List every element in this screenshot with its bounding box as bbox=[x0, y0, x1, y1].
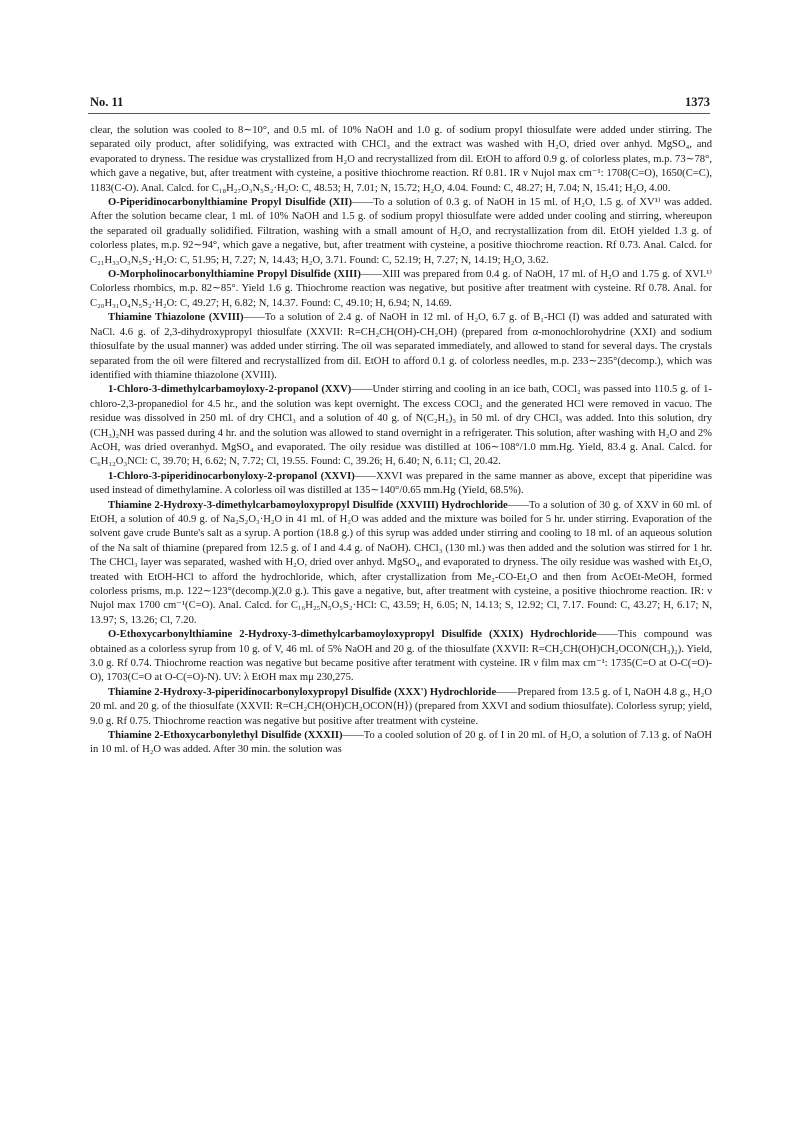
page-number: 1373 bbox=[685, 95, 710, 109]
paragraph-compound-xxxii bbox=[90, 729, 712, 758]
paragraph-compound-xxvi bbox=[90, 470, 712, 499]
paragraph-compound-xxix bbox=[90, 628, 712, 686]
paragraph-compound-xxv bbox=[90, 383, 712, 469]
paragraph-text: ——Prepared from 13.5 g. of I, NaOH 4.8 g., H₂O 20 ml. and 20 g. of the thiosulfate (XXVII: R=CH₂CH(OH)CH₂OCON⟨H⟩) (prepared from XXVI and sodium thiosulfate). Colorless syrup; yield, 9.0 g. Rf 0.75. Thiochrome reaction was negative but positive after treatment with cysteine. bbox=[90, 686, 712, 727]
compound-heading: O-Piperidinocarbonylthiamine Propyl Disulfide (XII) bbox=[108, 197, 353, 209]
paragraph-text: ——XXVI was prepared in the same manner as above, except that piperidine was used instead of dimethylamine. A colorless oil was distilled at 135∼140°/0.65 mm.Hg (Yield, 68.5%). bbox=[90, 470, 712, 497]
compound-heading: Thiamine 2-Ethoxycarbonylethyl Disulfide (XXXII) bbox=[108, 730, 343, 742]
paragraph-text: ——To a solution of 0.3 g. of NaOH in 15 ml. of H₂O, 1.5 g. of XV¹⁾ was added. After the solution became clear, 1 ml. of 10% NaOH and 1.5 g. of sodium propyl thiosulfate were added under cooling and stirring, whereupon the separated oil gradually solidified. Filtration, washing with a small amount of H₂O, and recrystallization from dil. EtOH yielded 1.3 g. of colorless plates, m.p. 92∼94°, which gave a negative, but, after treatment with cysteine, a positive thiochrome reaction. Rf 0.73. Anal. Calcd. for C₂₁H₃₃O₃N₅S₂·H₂O: C, 51.95; H, 7.27; N, 14.43; H₂O, 3.71. Found: C, 52.19; H, 7.27; N, 14.19; H₂O, 3.62. bbox=[90, 197, 712, 266]
compound-heading: O-Morpholinocarbonylthiamine Propyl Disulfide (XIII) bbox=[108, 269, 361, 281]
paragraph-text: ——This compound was obtained as a colorless syrup from 10 g. of V, 46 ml. of 5% NaOH and 20 g. of the thiosulfate (XXVII: R=CH₂CH(OH)CH₂OCON(CH₃)₂). Yield, 3.0 g. Rf 0.74. Thiochrome reaction was negative but became positive after teratment with cysteine. IR ν film max cm⁻¹: 1735(C=O at O-C(=O)-O), 1703(C=O at O-C(=O)-N). UV: λ EtOH max mμ 230,275. bbox=[90, 629, 712, 684]
compound-heading: O-Ethoxycarbonylthiamine 2-Hydroxy-3-dimethylcarbamoyloxypropyl Disulfide (XXIX) Hydrochloride bbox=[108, 629, 597, 641]
paragraph-text: ——To a solution of 30 g. of XXV in 60 ml. of EtOH, a solution of 40.9 g. of Na₂S₂O₃·H₂O in 41 ml. of H₂O was added and the mixture was boiled for 5 hr. under stirring. Evaporation of the solvent gave crude Bunte's salt as a syrup. A portion (18.8 g.) of this syrup was added under stirring and cooling to 18 ml. of an aqueous solution of the Na salt of thiamine (prepared from 12.5 g. of I and 4.4 g. of NaOH). CHCl₃ (130 ml.) was then added and the solution was stirred for 1 hr. The CHCl₃ layer was separated, washed with H₂O, dried over anhyd. MgSO₄, and evaporated to dryness. The oily residue was washed with Et₂O, treated with EtOH-HCl to afford the hydrochloride, which, after crystallization from Me₂-CO-Et₂O and then from AcOEt-MeOH, formed colorless prisms, m.p. 122∼123°(decomp.)(2.0 g.). This gave a negative, but, after treatment with cysteine, a positive thiochrome reaction. IR: ν Nujol max 1700 cm⁻¹(C=O). Anal. Calcd. for C₁₆H₂₅N₅O₅S₂·HCl: C, 43.59; H, 6.05; N, 14.13; S, 12.92; Cl, 7.17. Found: C, 43.27; H, 6.17; N, 13.97; S, 13.26; Cl, 7.20. bbox=[90, 499, 712, 626]
paragraph-compound-xiii bbox=[90, 268, 712, 311]
article-body bbox=[90, 124, 712, 758]
paragraph-text: ——XIII was prepared from 0.4 g. of NaOH, 17 ml. of H₂O and 1.75 g. of XVI.¹⁾ Colorless rhombics, m.p. 82∼85°. Yield 1.6 g. Thiochrome reaction was negative, but positive after treatment with cysteine. Rf 0.78. Anal. for C₂₀H₃₁O₄N₅S₂·H₂O: C, 49.27; H, 6.82; N, 14.37. Found: C, 49.10; H, 6.94; N, 14.69. bbox=[90, 269, 712, 309]
paragraph-text: ——To a cooled solution of 20 g. of I in 20 ml. of H₂O, a solution of 7.13 g. of NaOH in 10 ml. of H₂O was added. After 30 min. the solution was bbox=[90, 730, 712, 756]
paragraph-compound-xii bbox=[90, 196, 712, 268]
compound-heading: Thiamine 2-Hydroxy-3-piperidinocarbonyloxypropyl Disulfide (XXX') Hydrochloride bbox=[108, 686, 497, 698]
paragraph-compound-xviii bbox=[90, 311, 712, 383]
compound-heading: 1-Chloro-3-dimethylcarbamoyloxy-2-propanol (XXV) bbox=[108, 384, 352, 396]
compound-heading: 1-Chloro-3-piperidinocarbonyloxy-2-propanol (XXVI) bbox=[108, 470, 355, 482]
compound-heading: Thiamine Thiazolone (XVIII) bbox=[108, 312, 244, 324]
journal-issue: No. 11 bbox=[90, 95, 124, 109]
paragraph-text: ——Under stirring and cooling in an ice bath, COCl₂ was passed into 110.5 g. of 1-chloro-2,3-propanediol for 4.5 hr., and the solution was kept overnight. The excess COCl₂ and the generated HCl were removed in vacuo. The residue was dissolved in 250 ml. of dry CHCl₃ and a solution of 40 g. of N(C₂H₅)₃ in 50 ml. of dry CHCl₃ was added. Into this solution, dry (CH₃)₂NH was passed during 4 hr. and the solution was allowed to stand overnight in a refrigerater. This solution, after washing with H₂O and 2% AcOH, was dried overanhyd. MgSO₄ and evaporated. The oily residue was distilled at 106∼108°/1.0 mm.Hg. Yield, 83.4 g. Anal. Calcd. for C₆H₁₂O₃NCl: C, 39.70; H, 6.62; N, 7.72; Cl, 19.55. Found: C, 39.26; H, 6.40; N, 6.11; Cl, 20.42. bbox=[90, 384, 712, 468]
page-header bbox=[90, 95, 710, 111]
paragraph-text: ——To a solution of 2.4 g. of NaOH in 12 ml. of H₂O, 6.7 g. of B₁-HCl (I) was added and saturated with NaCl. 4.6 g. of 2,3-dihydroxypropyl thiosulfate (XXVII: R=CH₂CH(OH)-CH₂OH) (prepared from α-monochlorohydrine (XXI) and sodium thiosulfate by the usual manner) was added under stirring. The oil was separated immediately, and allowed to stand for several days. The crystals separated from the oil were filtered and recrystallized from dil. EtOH to afford 0.1 g. of colorless needles, m.p. 233∼235°(decomp.), which was identified with thiamine thiazolone (XVIII). bbox=[90, 312, 712, 381]
paragraph-compound-xxviii bbox=[90, 499, 712, 629]
header-rule bbox=[88, 113, 710, 114]
paragraph-text: clear, the solution was cooled to 8∼10°, and 0.5 ml. of 10% NaOH and 1.0 g. of sodium propyl thiosulfate were added under stirring. The separated oily product, after solidifying, was extracted with CHCl₃ and the extract was washed with H₂O, dried over anhyd. MgSO₄, and evaporated to dryness. The residue was crystallized from H₂O and recrystallized from dil. EtOH to afford 0.9 g. of colorless plates, m.p. 73∼78°, which gave a negative, but, after treatment with cysteine, a positive thiochrome reaction. Rf 0.81. IR ν Nujol max cm⁻¹: 1708(C=O), 1650(C=C), 1183(C-O). Anal. Calcd. for C₁₈H₂₇O₃N₅S₂·H₂O: C, 48.53; H, 7.01; N, 15.72; H₂O, 4.04. Found: C, 48.27; H, 7.04; N, 15.41; H₂O, 4.00. bbox=[90, 125, 712, 194]
paragraph-compound-xxx bbox=[90, 686, 712, 729]
paragraph-continued bbox=[90, 124, 712, 196]
compound-heading: Thiamine 2-Hydroxy-3-dimethylcarbamoyloxypropyl Disulfide (XXVIII) Hydrochloride bbox=[108, 499, 508, 511]
